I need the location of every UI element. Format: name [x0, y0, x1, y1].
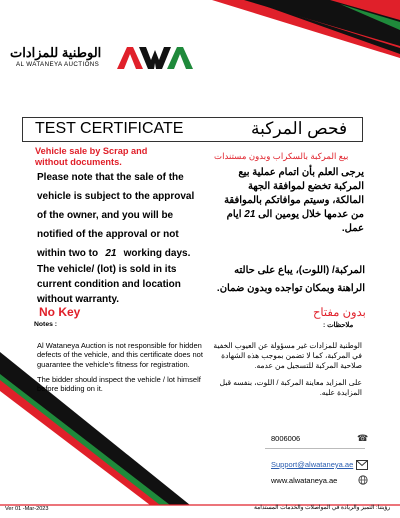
condition-note-ar: المركبة/ (اللوت)، يباع على حالته الراهنة وبمكان تواجده وبدون ضمان.	[216, 265, 365, 294]
footer-tagline: رؤيتنا: التميز والريادة في المواصلات والخدمات المستدامة	[254, 505, 391, 511]
approval-note-ar-text: يرجى العلم بأن اتمام عملية بيع المركبة تخضع لموافقة الجهة المالكة، وسيتم موافاتكم بالموافقة من عدمها خلال يومين الى	[224, 167, 364, 220]
logo-mark-text: AWA	[155, 70, 158, 71]
notes-label-ar: ملاحظات :	[323, 322, 354, 329]
document-version: Ver 01 -Mar-2023	[5, 506, 49, 512]
logo-english-name: AL WATANEYA AUCTIONS	[16, 61, 100, 68]
globe-icon	[357, 475, 369, 485]
note-inspection-en: The bidder should inspect the vehicle / lot himself before bidding on it.	[37, 375, 201, 394]
approval-note-en	[37, 168, 197, 263]
sale-type-ar: بيع المركبة بالسكراب وبدون مستندات	[214, 151, 349, 161]
condition-note-en: The vehicle/ (lot) is sold in its current condition and location without warranty.	[37, 264, 181, 305]
approval-days-ar: 21	[244, 209, 256, 220]
approval-note-ar	[214, 166, 364, 236]
key-status-ar: بدون مفتاح	[313, 307, 366, 319]
awa-logo-icon	[115, 45, 195, 71]
logo-arabic-name: الوطنية للمزادات	[10, 45, 102, 60]
contact-email-link[interactable]: Support@alwataneya.ae	[271, 460, 354, 469]
approval-note-en-suffix: working days.	[123, 248, 191, 259]
approval-note-ar-suffix: ايام عمل.	[226, 209, 364, 234]
contact-divider	[265, 448, 365, 449]
email-icon	[356, 460, 368, 470]
contact-phone: 8006006	[271, 434, 301, 443]
key-status-en: No Key	[39, 305, 81, 319]
phone-icon: ☎	[357, 433, 369, 443]
approval-days-en: 21	[105, 248, 117, 259]
note-responsibility-ar: الوطنية للمزادات غير مسؤولة عن العيوب الخفية في المركبة، كما لا تضمن بموجب هذه الشهادة صلاحية المركبة للتسجيل من عدمه.	[213, 341, 362, 370]
sale-type-en: Vehicle sale by Scrap and without documents.	[35, 146, 148, 167]
note-inspection-ar: على المزايد معاينة المركبة / اللوت، بنفسه قبل المزايدة عليه.	[219, 378, 362, 397]
contact-website-link[interactable]: www.alwataneya.ae	[271, 476, 338, 485]
notes-label-en: Notes :	[34, 321, 58, 328]
certificate-title-en: TEST CERTIFICATE	[35, 120, 184, 137]
approval-note-en-text: Please note that the sale of the vehicle is subject to the approval of the owner, and you will be notified of the approval or not within two to	[37, 172, 195, 259]
note-responsibility-en: Al Wataneya Auction is not responsible for hidden defects of the vehicle, and this certificate does not guarantee the vehicle's fitness for registration.	[37, 341, 203, 369]
certificate-title-ar: فحص المركبة	[251, 119, 348, 138]
